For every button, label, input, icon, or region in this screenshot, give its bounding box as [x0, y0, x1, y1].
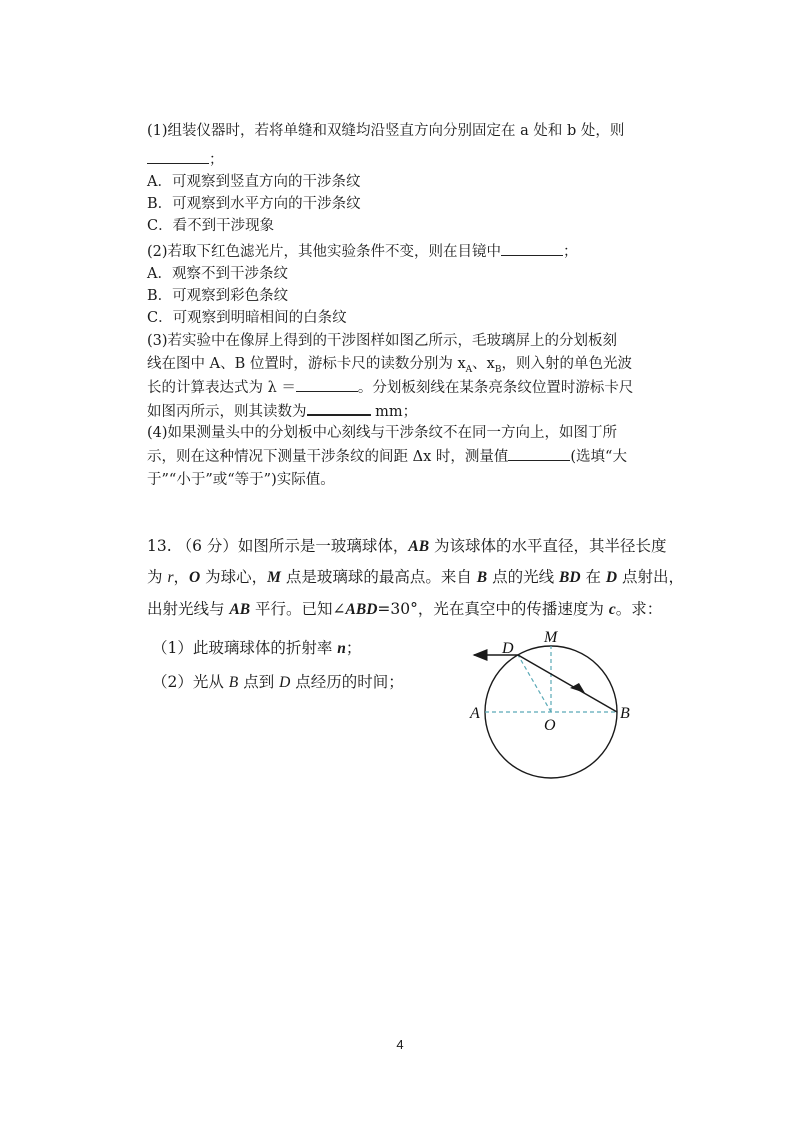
question-13-sub-1: （1）此玻璃球体的折射率 n； [152, 639, 362, 657]
question-13-sub-2: （2）光从 B 点到 D 点经历的时间； [152, 673, 404, 691]
question-3-line-2: 线在图中 A、B 位置时，游标卡尺的读数分别为 $x_A$、$x_B$，则入射的单色光波 [147, 356, 632, 375]
question-3-line-1: (3)若实验中在像屏上得到的干涉图样如图乙所示，毛玻璃屏上的分划板刻 [147, 333, 618, 349]
answer-blank [147, 149, 209, 164]
label-a: A [470, 705, 480, 722]
ray-bd [518, 655, 617, 712]
label-o: O [544, 717, 556, 734]
answer-blank [508, 446, 570, 461]
label-b: B [620, 705, 630, 722]
question-4-line-1: (4)如果测量头中的分划板中心刻线与干涉条纹不在同一方向上，如图丁所 [147, 425, 618, 441]
option-2b: B．可观察到彩色条纹 [147, 288, 289, 304]
page-number: 4 [396, 1037, 404, 1052]
label-m: M [544, 629, 558, 646]
option-1b: B．可观察到水平方向的干涉条纹 [147, 196, 361, 212]
question-3-line-3: 长的计算表达式为 λ ＝ 。分划板刻线在某条亮条纹位置时游标卡尺 [147, 377, 633, 398]
question-2: (2)若取下红色滤光片，其他实验条件不变，则在目镜中 ； [147, 241, 578, 262]
normal-od [518, 655, 551, 712]
answer-blank [501, 241, 563, 256]
answer-blank [307, 400, 371, 416]
option-2c: C．可观察到明暗相间的白条纹 [147, 310, 347, 326]
question-3-line-4: 如图丙所示，则其读数为 mm； [147, 400, 417, 422]
option-1c: C．看不到干涉现象 [147, 218, 275, 234]
question-13-line-1: 13. （6 分）如图所示是一玻璃球体，AB 为该球体的水平直径，其半径长度 [147, 537, 667, 555]
glass-sphere-diagram [466, 622, 646, 792]
question-4-line-3: 于”“小于”或“等于”)实际值。 [147, 472, 335, 488]
option-2a: A．观察不到干涉条纹 [147, 266, 288, 282]
question-4-line-2: 示，则在这种情况下测量干涉条纹的间距 Δx 时，测量值 (选填“大 [147, 446, 627, 467]
answer-blank [296, 377, 358, 392]
question-1: (1)组装仪器时，若将单缝和双缝均沿竖直方向分别固定在 a 处和 b 处，则 [147, 123, 625, 139]
question-13-line-2: 为 r，O 为球心，M 点是玻璃球的最高点。来自 B 点的光线 BD 在 D 点射出， [147, 568, 685, 586]
label-d: D [502, 640, 514, 657]
ray-arrow-icon [570, 683, 585, 693]
option-1a: A．可观察到竖直方向的干涉条纹 [147, 174, 361, 190]
question-13-line-3: 出射光线与 AB 平行。已知∠ABD=30°，光在真空中的传播速度为 c。求： [147, 600, 663, 618]
question-1-blank-line: ； [147, 149, 224, 170]
